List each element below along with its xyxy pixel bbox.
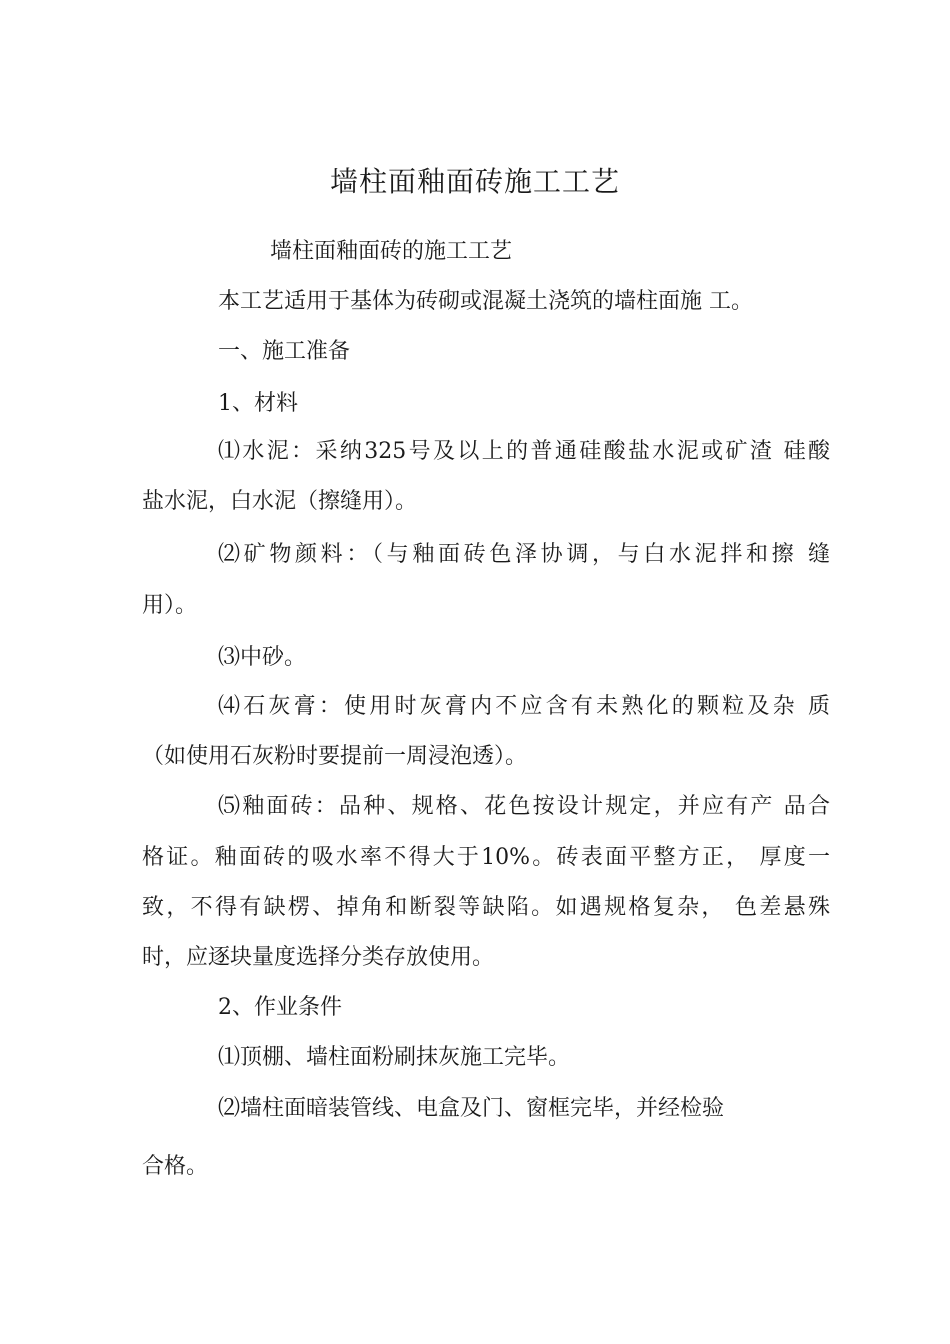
paragraph-conduit-line2: 合格。 (142, 1154, 209, 1179)
subtitle-line: 墙柱面釉面砖的施工工艺 (270, 239, 513, 264)
paragraph-lime-line1: ⑷石灰膏：使用时灰膏内不应含有未熟化的颗粒及杂 质 (218, 694, 830, 719)
paragraph-cement-line2: 盐水泥，白水泥（擦缝用）。 (142, 489, 418, 514)
subsection-heading-conditions: 2、作业条件 (218, 995, 342, 1020)
paragraph-tile-line4: 时，应逐块量度选择分类存放使用。 (142, 945, 495, 970)
paragraph-pigment-line2: 用）。 (142, 593, 198, 618)
paragraph-conduit-line1: ⑵墙柱面暗装管线、电盒及门、窗框完毕，并经检验 (218, 1096, 725, 1121)
paragraph-sand: ⑶中砂。 (218, 645, 307, 670)
subsection-heading-materials: 1、材料 (218, 391, 298, 416)
paragraph-tile-line1: ⑸釉面砖：品种、规格、花色按设计规定，并应有产 品合 (218, 794, 830, 819)
section-heading-preparation: 一、施工准备 (218, 339, 351, 364)
paragraph-tile-line2: 格证。釉面砖的吸水率不得大于10%。砖表面平整方正， 厚度一 (142, 845, 830, 870)
paragraph-cement-line1: ⑴水泥：采纳325号及以上的普通硅酸盐水泥或矿渣 硅酸 (218, 439, 830, 464)
paragraph-lime-line2: （如使用石灰粉时要提前一周浸泡透）。 (142, 744, 528, 769)
document-title: 墙柱面釉面砖施工工艺 (329, 165, 620, 198)
paragraph-scope: 本工艺适用于基体为砖砌或混凝土浇筑的墙柱面施 工。 (218, 289, 753, 314)
paragraph-pigment-line1: ⑵矿物颜料：（与釉面砖色泽协调，与白水泥拌和擦 缝 (218, 542, 830, 567)
paragraph-tile-line3: 致，不得有缺楞、掉角和断裂等缺陷。如遇规格复杂， 色差悬殊 (142, 895, 830, 920)
paragraph-ceiling: ⑴顶棚、墙柱面粉刷抹灰施工完毕。 (218, 1045, 571, 1070)
